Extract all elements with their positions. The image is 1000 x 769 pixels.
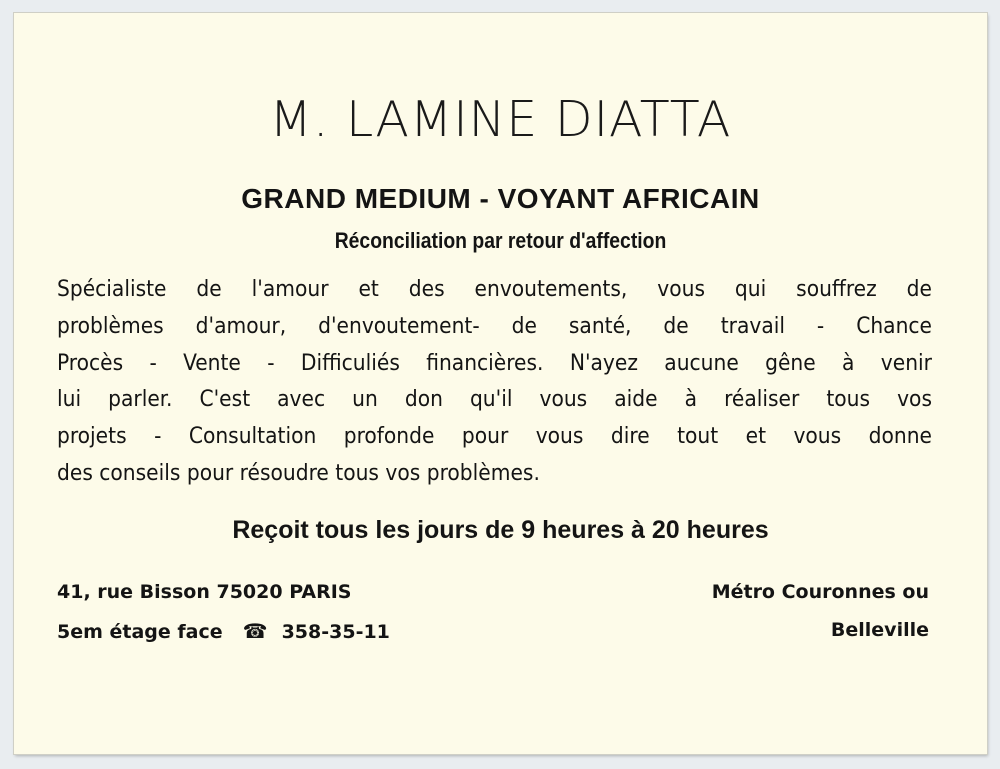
metro-line-1: Métro Couronnes ou bbox=[711, 581, 929, 603]
card-title: GRAND MEDIUM - VOYANT AFRICAIN bbox=[241, 183, 760, 214]
person-name: M. LAMINE DIATTA bbox=[269, 91, 732, 148]
metro-line-2: Belleville bbox=[830, 619, 929, 641]
phone-number: 358-35-11 bbox=[281, 621, 390, 643]
description-line: projets - Consultation profonde pour vous dire tout et vous donne bbox=[57, 423, 932, 450]
description-line: Spécialiste de l'amour et des envoutements, vous qui souffrez de bbox=[57, 276, 932, 302]
business-card bbox=[14, 13, 987, 754]
description-line: problèmes d'amour, d'envoutement- de santé, de travail - Chance bbox=[57, 312, 932, 339]
address-street: 41, rue Bisson 75020 PARIS bbox=[57, 581, 352, 603]
description-line: des conseils pour résoudre tous vos problèmes. bbox=[57, 459, 540, 486]
description-line: lui parler. C'est avec un don qu'il vous aide à réaliser tous vos bbox=[57, 386, 932, 413]
address-floor-phone bbox=[57, 619, 390, 643]
telephone-icon: ☎ bbox=[242, 619, 268, 643]
card-subtitle: Réconciliation par retour d'affection bbox=[334, 228, 667, 253]
opening-hours: Reçoit tous les jours de 9 heures à 20 heures bbox=[232, 516, 769, 544]
address-floor: 5em étage face bbox=[57, 621, 223, 643]
description-paragraph bbox=[57, 271, 932, 492]
description-line: Procès - Vente - Difficuliés financières. N'ayez aucune gêne à venir bbox=[57, 349, 932, 376]
